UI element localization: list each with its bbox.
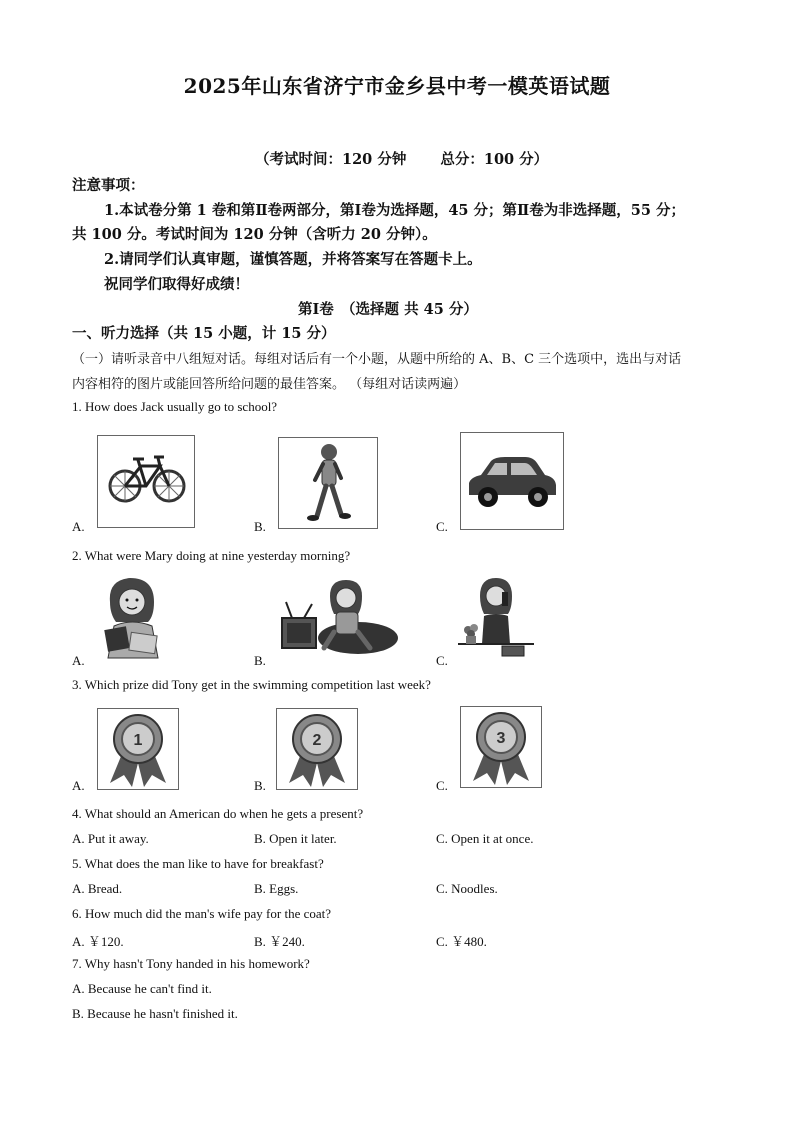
q6-option-b[interactable]: B. ￥240.	[254, 934, 305, 949]
q1-option-c-letter: C.	[436, 519, 448, 534]
q3-option-c-letter: C.	[436, 778, 448, 793]
question-7-text: 7. Why hasn't Tony handed in his homework?	[72, 956, 310, 971]
q6-option-a[interactable]: A. ￥120.	[72, 934, 124, 949]
q7-option-a[interactable]: A. Because he can't find it.	[72, 981, 212, 996]
car-icon[interactable]	[460, 432, 564, 530]
bicycle-icon[interactable]	[97, 435, 195, 528]
q1-option-b-letter: B.	[254, 519, 266, 534]
medal-1-number: 1	[133, 732, 143, 749]
walking-boy-icon[interactable]	[278, 437, 378, 529]
exam-info: （考试时间：120 分钟 总分：100 分）	[255, 151, 549, 168]
medal-2-icon[interactable]	[276, 708, 358, 790]
q4-option-b[interactable]: B. Open it later.	[254, 831, 337, 846]
q5-option-c[interactable]: C. Noodles.	[436, 881, 498, 896]
girl-reading-icon[interactable]	[100, 574, 164, 664]
page-title: 2025年山东省济宁市金乡县中考一模英语试题	[183, 74, 611, 98]
q2-option-c-letter: C.	[436, 653, 448, 668]
part-1-heading: 第Ⅰ卷 （选择题 共 45 分）	[298, 301, 478, 318]
q3-option-b-letter: B.	[254, 778, 266, 793]
section-1-heading: 一、听力选择（共 15 小题，计 15 分）	[72, 325, 336, 342]
question-5-text: 5. What does the man like to have for breakfast?	[72, 856, 324, 871]
q7-option-b[interactable]: B. Because he hasn't finished it.	[72, 1006, 238, 1021]
q2-option-a-letter: A.	[72, 653, 85, 668]
section-1-intro-line-1: （一）请听录音中八组短对话。每组对话后有一个小题，从题中所给的 A、B、C 三个选项中，选出与对话	[72, 352, 682, 367]
q6-option-c[interactable]: C. ￥480.	[436, 934, 487, 949]
notice-heading: 注意事项：	[72, 177, 145, 194]
question-1-text: 1. How does Jack usually go to school?	[72, 399, 278, 414]
q5-option-a[interactable]: A. Bread.	[72, 881, 123, 896]
q3-option-a-letter: A.	[72, 778, 85, 793]
notice-item-2: 2.请同学们认真审题，谨慎答题，并将答案写在答题卡上。	[104, 251, 482, 268]
q1-option-a-letter: A.	[72, 519, 85, 534]
q5-option-b[interactable]: B. Eggs.	[254, 881, 299, 896]
question-2-text: 2. What were Mary doing at nine yesterday morning?	[72, 548, 351, 563]
notice-item-1-line-2: 共 100 分。考试时间为 120 分钟（含听力 20 分钟）。	[72, 226, 437, 243]
girl-on-phone-icon[interactable]	[458, 574, 534, 660]
medal-2-number: 2	[312, 732, 322, 749]
q2-option-b-letter: B.	[254, 653, 266, 668]
medal-3-icon[interactable]	[460, 706, 542, 788]
q4-option-c[interactable]: C. Open it at once.	[436, 831, 534, 846]
section-1-intro-line-2: 内容相符的图片或能回答所给问题的最佳答案。 （每组对话读两遍）	[72, 377, 467, 392]
medal-3-number: 3	[496, 730, 506, 747]
girl-watching-tv-icon[interactable]	[278, 576, 400, 661]
question-6-text: 6. How much did the man's wife pay for the coat?	[72, 906, 332, 921]
notice-wish: 祝同学们取得好成绩！	[104, 276, 249, 293]
notice-item-1-line-1: 1.本试卷分第 1 卷和第Ⅱ卷两部分，第Ⅰ卷为选择题，45 分；第Ⅱ卷为非选择题，55 分；	[104, 202, 685, 219]
medal-1-icon[interactable]	[97, 708, 179, 790]
q4-option-a[interactable]: A. Put it away.	[72, 831, 149, 846]
question-4-text: 4. What should an American do when he gets a present?	[72, 806, 364, 821]
question-3-text: 3. Which prize did Tony get in the swimming competition last week?	[72, 677, 431, 692]
